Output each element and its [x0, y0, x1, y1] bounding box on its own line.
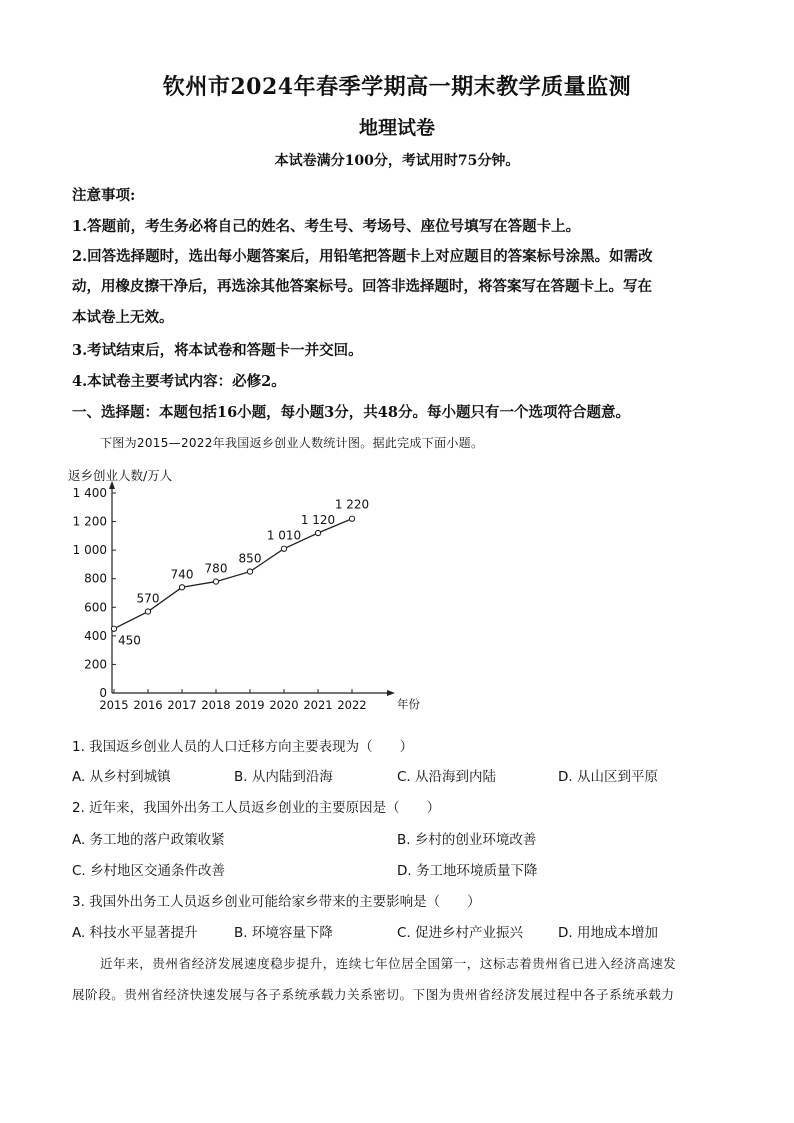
x-tick-label: 2020 — [269, 698, 299, 712]
question-3-option-c: C. 促进乡村产业振兴 — [397, 925, 524, 941]
data-point — [247, 569, 252, 574]
question-3-option-d: D. 用地成本增加 — [558, 925, 658, 941]
note-item: 本试卷上无效。 — [72, 309, 174, 326]
y-axis-title: 返乡创业人数/万人 — [68, 468, 173, 483]
question-3-option-b: B. 环境容量下降 — [234, 925, 333, 941]
note-item: 2.回答选择题时，选出每小题答案后，用铅笔把答题卡上对应题目的答案标号涂黑。如需改 — [72, 248, 653, 265]
data-point — [213, 579, 218, 584]
section-heading: 一、选择题：本题包括16小题，每小题3分，共48分。每小题只有一个选项符合题意。 — [72, 404, 630, 421]
y-tick-label: 400 — [84, 628, 107, 643]
subject-title: 地理试卷 — [358, 117, 435, 139]
question-1-option-c: C. 从沿海到内陆 — [397, 769, 497, 785]
data-label: 740 — [170, 567, 194, 582]
data-point — [349, 516, 354, 521]
data-label: 850 — [238, 551, 262, 566]
y-tick-label: 0 — [99, 686, 107, 700]
y-tick-label: 1 000 — [72, 543, 107, 558]
data-label: 1 010 — [266, 528, 302, 543]
note-item: 动，用橡皮擦干净后，再选涂其他答案标号。回答非选择题时，将答案写在答题卡上。写在 — [72, 278, 652, 295]
x-tick-label: 2019 — [235, 698, 265, 712]
y-tick-label: 200 — [84, 657, 107, 672]
x-tick-label: 2021 — [303, 698, 333, 712]
question-1-option-d: D. 从山区到平原 — [558, 769, 658, 785]
data-point — [111, 626, 116, 631]
note-item: 3.考试结束后，将本试卷和答题卡一并交回。 — [72, 342, 363, 359]
data-point — [315, 530, 320, 535]
data-label: 450 — [118, 633, 141, 648]
question-2-option-c: C. 乡村地区交通条件改善 — [72, 863, 226, 879]
data-label: 570 — [136, 591, 160, 606]
y-tick-label: 600 — [84, 600, 107, 615]
exam-info: 本试卷满分100分，考试用时75分钟。 — [274, 153, 520, 169]
note-item: 1.答题前，考生务必将自己的姓名、考生号、考场号、座位号填写在答题卡上。 — [72, 218, 581, 235]
question-2-option-d: D. 务工地环境质量下降 — [397, 863, 538, 879]
question-2-option-a: A. 务工地的落户政策收紧 — [72, 832, 225, 848]
x-tick-label: 2016 — [133, 698, 163, 712]
x-axis-arrow — [387, 690, 395, 696]
data-label: 1 220 — [334, 497, 370, 512]
page-title: 钦州市2024年春季学期高一期末教学质量监测 — [162, 74, 632, 100]
question-1-option-b: B. 从内陆到沿海 — [234, 769, 333, 785]
data-point — [179, 585, 184, 590]
note-item: 4.本试卷主要考试内容：必修2。 — [72, 373, 286, 390]
question-2-option-b: B. 乡村的创业环境改善 — [397, 832, 537, 848]
x-axis-title: 年份 — [397, 697, 420, 711]
data-point — [281, 546, 286, 551]
x-tick-label: 2015 — [99, 698, 129, 712]
data-label: 1 120 — [300, 513, 336, 527]
passage-line: 展阶段。贵州省经济快速发展与各子系统承载力关系密切。下图为贵州省经济发展过程中各子系统承载力 — [72, 987, 675, 1002]
notes-heading: 注意事项: — [72, 187, 136, 204]
y-tick-label: 1 200 — [72, 514, 107, 529]
data-point — [145, 609, 150, 614]
question-3-stem: 3. 我国外出务工人员返乡创业可能给家乡带来的主要影响是（ ） — [72, 894, 481, 910]
passage-line: 近年来，贵州省经济发展速度稳步提升，连续七年位居全国第一，这标志着贵州省已进入经济高速发 — [100, 956, 677, 971]
question-1-option-a: A. 从乡村到城镇 — [72, 769, 171, 785]
question-1-stem: 1. 我国返乡创业人员的人口迁移方向主要表现为（ ） — [72, 739, 414, 755]
y-tick-label: 800 — [84, 571, 107, 586]
line-chart — [60, 460, 420, 720]
data-label: 780 — [204, 561, 228, 576]
x-tick-label: 2018 — [201, 698, 231, 712]
section-intro: 下图为2015—2022年我国返乡创业人数统计图。据此完成下面小题。 — [100, 436, 484, 450]
y-tick-label: 1 400 — [72, 486, 107, 500]
question-3-option-a: A. 科技水平显著提升 — [72, 925, 198, 941]
question-2-stem: 2. 近年来，我国外出务工人员返乡创业的主要原因是（ ） — [72, 800, 441, 816]
x-tick-label: 2022 — [337, 698, 367, 712]
x-tick-label: 2017 — [167, 698, 197, 712]
